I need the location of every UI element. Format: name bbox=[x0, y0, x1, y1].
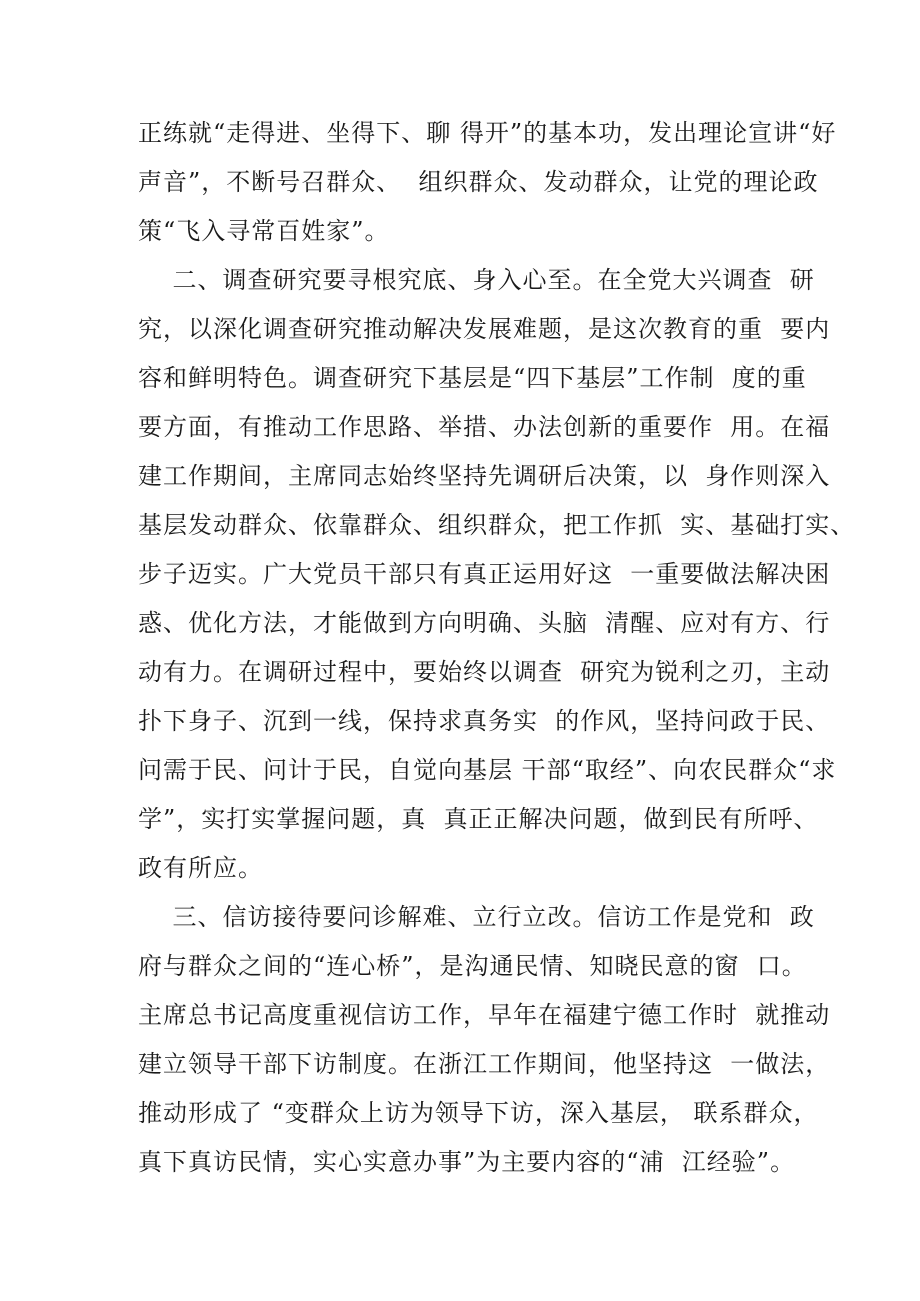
text-line: 动有力。在调研过程中，要始终以调查 研究为锐利之刃，主动 bbox=[138, 658, 831, 686]
text-line: 政有所应。 bbox=[138, 854, 263, 882]
text-line: 建工作期间，主席同志始终坚持先调研后决策，以 身作则深入 bbox=[138, 462, 831, 490]
text-line: 要方面，有推动工作思路、举措、办法创新的重要作 用。在福 bbox=[138, 413, 831, 441]
text-line: 声音”，不断号召群众、 组织群众、发动群众，让党的理论政 bbox=[138, 168, 819, 196]
text-line: 推动形成了 “变群众上访为领导下访，深入基层， 联系群众， bbox=[138, 1099, 819, 1127]
text-line: 扑下身子、沉到一线，保持求真务实 的作风，坚持问政于民、 bbox=[138, 707, 831, 735]
text-line: 问需于民、问计于民，自觉向基层 干部“取经”、向农民群众“求 bbox=[138, 756, 837, 784]
text-line: 究，以深化调查研究推动解决发展难题，是这次教育的重 要内 bbox=[138, 315, 831, 343]
text-line: 学”，实打实掌握问题，真 真正正解决问题，做到民有所呼、 bbox=[138, 805, 819, 833]
text-line: 惑、优化方法，才能做到方向明确、头脑 清醒、应对有方、行 bbox=[138, 609, 831, 637]
text-line: 正练就“走得进、坐得下、聊 得开”的基本功，发出理论宣讲“好 bbox=[138, 119, 837, 147]
text-line: 策“飞入寻常百姓家”。 bbox=[138, 217, 390, 245]
text-line: 真下真访民情，实心实意办事”为主要内容的“浦 江经验”。 bbox=[138, 1148, 796, 1176]
text-line: 主席总书记高度重视信访工作，早年在福建宁德工作时 就推动 bbox=[138, 1001, 831, 1029]
paragraph-heading-3: 三、信访接待要问诊解难、立行立改。信访工作是党和 政 bbox=[138, 903, 815, 931]
paragraph-heading-2: 二、调查研究要寻根究底、身入心至。在全党大兴调查 研 bbox=[138, 266, 815, 294]
text-line: 容和鲜明特色。调查研究下基层是“四下基层”工作制 度的重 bbox=[138, 364, 807, 392]
text-line: 府与群众之间的“连心桥”，是沟通民情、知晓民意的窗 口。 bbox=[138, 952, 807, 980]
text-line: 基层发动群众、依靠群众、组织群众，把工作抓 实、基础打实、 bbox=[138, 511, 856, 539]
text-line: 建立领导干部下访制度。在浙江工作期间，他坚持这 一做法， bbox=[138, 1050, 831, 1078]
text-line: 步子迈实。广大党员干部只有真正运用好这 一重要做法解决困 bbox=[138, 560, 831, 588]
